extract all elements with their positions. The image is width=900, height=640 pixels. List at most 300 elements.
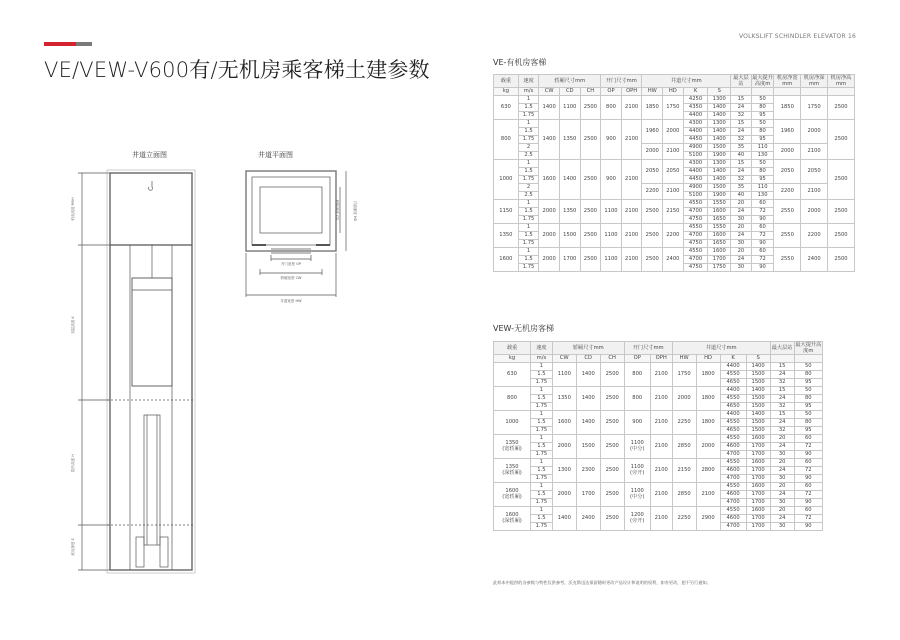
cell-load: 1600 (宽轿厢)	[494, 482, 531, 506]
cell-stops: 15	[770, 410, 794, 418]
cell-k: 4400	[683, 111, 708, 119]
unit-cell: m/s	[531, 355, 553, 362]
cell-stops: 15	[731, 119, 752, 127]
cell-stops: 35	[731, 183, 752, 191]
unit-cell: kg	[494, 355, 531, 362]
cell-cd: 2300	[576, 458, 600, 482]
unit-cell: HD	[696, 355, 720, 362]
table-row	[494, 223, 855, 231]
cell-rise: 95	[751, 135, 774, 143]
unit-cell: HW	[642, 88, 663, 95]
cell-mrh: 2500	[827, 119, 854, 159]
cell-rise: 80	[751, 103, 774, 111]
label-k: 顶层高度 K	[71, 316, 75, 334]
cell-stops: 24	[770, 442, 794, 450]
cell-mrw: 2550	[774, 223, 801, 247]
cell-stops: 32	[731, 111, 752, 119]
cell-cw: 1300	[552, 458, 576, 482]
cell-rise: 50	[794, 362, 822, 370]
label-hd: 井道深度 HD	[353, 200, 357, 222]
unit-blank	[801, 88, 828, 95]
cell-speed: 1.5	[518, 167, 539, 175]
vew-h-stops: 最大层站	[770, 342, 794, 355]
cell-rise: 80	[794, 394, 822, 402]
cell-mrh: 2500	[827, 199, 854, 223]
cell-mrw: 1850	[774, 95, 801, 119]
cell-s: 1600	[746, 482, 770, 490]
cell-ch: 2500	[600, 434, 624, 458]
cell-speed: 1.75	[518, 175, 539, 183]
cell-rise: 80	[751, 127, 774, 135]
cell-speed: 1.75	[531, 402, 553, 410]
cell-speed: 1.5	[531, 490, 553, 498]
cell-mrw: 2000	[774, 143, 801, 159]
cell-hd: 2400	[663, 247, 684, 271]
shaft-plan-drawing	[236, 165, 366, 315]
cell-rise: 90	[794, 498, 822, 506]
vew-table-title: VEW-无机房客梯	[493, 324, 554, 333]
cell-stops: 30	[770, 474, 794, 482]
cell-stops: 20	[770, 458, 794, 466]
ve-h-load: 载重	[494, 75, 519, 88]
cell-load: 800	[494, 119, 519, 159]
cell-speed: 2.5	[518, 191, 539, 199]
cell-s: 1400	[708, 127, 731, 135]
cell-speed: 1	[531, 506, 553, 514]
unit-cell: CD	[576, 355, 600, 362]
vew-h-load: 载重	[494, 342, 531, 355]
cell-op: 1200 (旁开)	[624, 506, 650, 530]
unit-cell: K	[720, 355, 746, 362]
cell-rise: 60	[794, 434, 822, 442]
cell-ch: 2500	[580, 159, 601, 199]
cell-stops: 32	[731, 135, 752, 143]
ve-h-mrw: 机房净宽mm	[774, 75, 801, 88]
cell-s: 1700	[746, 514, 770, 522]
cell-op: 800	[601, 95, 622, 119]
cell-rise: 80	[794, 370, 822, 378]
cell-k: 4550	[720, 394, 746, 402]
cell-stops: 40	[731, 191, 752, 199]
cell-k: 4650	[720, 378, 746, 386]
ve-h-shaft: 井道尺寸mm	[642, 75, 731, 88]
cell-stops: 24	[770, 418, 794, 426]
cell-cw: 1600	[539, 159, 560, 199]
cell-speed: 1.75	[531, 450, 553, 458]
cell-op: 800	[624, 362, 650, 386]
cell-stops: 24	[770, 490, 794, 498]
cell-cd: 1400	[576, 386, 600, 410]
table-row	[494, 458, 823, 466]
cell-op: 1100 (旁开)	[624, 458, 650, 482]
cell-cd: 1350	[559, 199, 580, 223]
cell-cw: 1350	[552, 386, 576, 410]
cell-rise: 72	[794, 442, 822, 450]
cell-k: 5100	[683, 151, 708, 159]
cell-load: 1000	[494, 410, 531, 434]
table-row	[494, 247, 855, 255]
cell-mrw: 2200	[774, 183, 801, 199]
cell-stops: 20	[770, 434, 794, 442]
cell-k: 4700	[683, 255, 708, 263]
cell-hd: 2000	[696, 434, 720, 458]
cell-s: 1600	[708, 247, 731, 255]
cell-stops: 20	[731, 247, 752, 255]
cell-rise: 130	[751, 151, 774, 159]
cell-rise: 95	[794, 426, 822, 434]
cell-k: 4700	[720, 450, 746, 458]
unit-cell: OP	[601, 88, 622, 95]
cell-oph: 2100	[650, 482, 672, 506]
cell-rise: 60	[751, 199, 774, 207]
cell-s: 1600	[746, 458, 770, 466]
table-row	[494, 386, 823, 394]
label-cw: 轿厢宽度 CW	[280, 276, 302, 280]
table-row	[494, 119, 855, 127]
cell-stops: 24	[731, 255, 752, 263]
table-row	[494, 434, 823, 442]
cell-load: 1600 (深轿厢)	[494, 506, 531, 530]
cell-s: 1400	[708, 103, 731, 111]
cell-ch: 2500	[580, 119, 601, 159]
table-row	[494, 506, 823, 514]
cell-stops: 15	[770, 362, 794, 370]
cell-s: 1900	[708, 151, 731, 159]
ve-h-car: 轿厢尺寸mm	[539, 75, 601, 88]
cell-stops: 24	[770, 514, 794, 522]
cell-k: 4750	[683, 215, 708, 223]
cell-k: 4600	[720, 514, 746, 522]
cell-rise: 80	[794, 418, 822, 426]
cell-rise: 80	[751, 167, 774, 175]
vew-spec-table	[493, 341, 823, 531]
cell-hd: 2900	[696, 506, 720, 530]
cell-cd: 1500	[576, 434, 600, 458]
accent-bar-grey	[76, 42, 92, 46]
vew-h-shaft: 井道尺寸mm	[672, 342, 770, 355]
cell-speed: 1	[518, 159, 539, 167]
cell-s: 1300	[708, 159, 731, 167]
cell-rise: 50	[794, 386, 822, 394]
cell-load: 630	[494, 362, 531, 386]
cell-speed: 1.75	[518, 215, 539, 223]
cell-k: 4600	[720, 490, 746, 498]
footnote: 此样本中提供的各参数与特性仅供参考，沃克斯迅达保留随时更改产品设计和说明的权利，如有更改，恕不另行通知。	[493, 580, 711, 585]
cell-speed: 1.5	[531, 466, 553, 474]
cell-stops: 20	[731, 199, 752, 207]
cell-k: 4300	[683, 159, 708, 167]
cell-s: 1600	[708, 207, 731, 215]
cell-s: 1700	[746, 490, 770, 498]
cell-stops: 24	[731, 167, 752, 175]
cell-cw: 2000	[539, 247, 560, 271]
label-s: 底坑深度 S	[71, 538, 75, 556]
cell-stops: 15	[731, 95, 752, 103]
unit-cell: CH	[600, 355, 624, 362]
cell-cd: 1400	[576, 410, 600, 434]
cell-speed: 1.5	[518, 231, 539, 239]
cell-k: 4700	[683, 207, 708, 215]
cell-rise: 60	[751, 247, 774, 255]
cell-stops: 30	[731, 263, 752, 271]
cell-cd: 1400	[576, 362, 600, 386]
table-row	[494, 95, 855, 103]
cell-stops: 35	[731, 143, 752, 151]
cell-cw: 1400	[539, 95, 560, 119]
cell-load: 1600	[494, 247, 519, 271]
cell-cd: 1500	[559, 223, 580, 247]
cell-rise: 90	[751, 215, 774, 223]
cell-ch: 2500	[600, 386, 624, 410]
ve-h-speed: 速度	[518, 75, 539, 88]
table-row	[494, 159, 855, 167]
cell-cw: 2000	[539, 199, 560, 223]
cell-op: 800	[624, 386, 650, 410]
cell-hd: 1800	[696, 410, 720, 434]
cell-k: 4700	[720, 474, 746, 482]
cell-s: 1600	[746, 434, 770, 442]
cell-k: 5100	[683, 191, 708, 199]
cell-rise: 110	[751, 183, 774, 191]
cell-rise: 90	[751, 239, 774, 247]
cell-ch: 2500	[580, 95, 601, 119]
cell-k: 4550	[683, 247, 708, 255]
cell-mrd: 2100	[801, 143, 828, 159]
unit-cell: CH	[580, 88, 601, 95]
cell-k: 4900	[683, 143, 708, 151]
cell-k: 4300	[683, 119, 708, 127]
unit-cell: kg	[494, 88, 519, 95]
cell-op: 900	[601, 119, 622, 159]
cell-cd: 1700	[576, 482, 600, 506]
cell-k: 4700	[720, 498, 746, 506]
cell-ch: 2500	[600, 458, 624, 482]
unit-blank	[731, 88, 752, 95]
cell-s: 1500	[746, 418, 770, 426]
cell-s: 1750	[708, 263, 731, 271]
cell-stops: 30	[770, 522, 794, 530]
cell-speed: 1.5	[518, 103, 539, 111]
cell-hw: 2250	[672, 506, 696, 530]
unit-cell: OPH	[650, 355, 672, 362]
cell-op: 1100	[601, 247, 622, 271]
cell-speed: 1	[518, 95, 539, 103]
cell-k: 4600	[720, 466, 746, 474]
cell-speed: 1.75	[518, 111, 539, 119]
cell-stops: 30	[770, 450, 794, 458]
cell-k: 4550	[683, 199, 708, 207]
cell-cw: 1600	[552, 410, 576, 434]
cell-hd: 2800	[696, 458, 720, 482]
cell-stops: 24	[731, 231, 752, 239]
cell-speed: 1	[531, 482, 553, 490]
ve-h-mrh: 机房净高mm	[827, 75, 854, 88]
cell-cw: 1400	[539, 119, 560, 159]
cell-rise: 60	[751, 223, 774, 231]
cell-k: 4550	[683, 223, 708, 231]
cell-speed: 1	[531, 458, 553, 466]
unit-cell: S	[746, 355, 770, 362]
cell-oph: 2100	[650, 458, 672, 482]
cell-rise: 95	[794, 378, 822, 386]
cell-s: 1700	[746, 474, 770, 482]
unit-cell: m/s	[518, 88, 539, 95]
cell-cw: 1400	[552, 506, 576, 530]
cell-load: 1350 (宽轿厢)	[494, 434, 531, 458]
cell-k: 4550	[720, 458, 746, 466]
cell-rise: 90	[794, 474, 822, 482]
cell-stops: 32	[770, 402, 794, 410]
cell-stops: 40	[731, 151, 752, 159]
cell-hw: 1750	[672, 362, 696, 386]
cell-k: 4450	[683, 175, 708, 183]
cell-s: 1700	[746, 466, 770, 474]
cell-load: 630	[494, 95, 519, 119]
cell-rise: 60	[794, 482, 822, 490]
cell-speed: 1.75	[518, 263, 539, 271]
cell-k: 4550	[720, 418, 746, 426]
cell-hd: 2100	[663, 143, 684, 159]
cell-oph: 2100	[621, 95, 642, 119]
cell-rise: 72	[751, 255, 774, 263]
cell-oph: 2100	[650, 434, 672, 458]
cell-stops: 24	[731, 127, 752, 135]
cell-stops: 24	[770, 466, 794, 474]
cell-mrw: 2050	[774, 159, 801, 183]
cell-rise: 95	[751, 111, 774, 119]
cell-speed: 1.5	[518, 127, 539, 135]
cell-load: 800	[494, 386, 531, 410]
cell-speed: 1	[518, 247, 539, 255]
cell-speed: 1.75	[531, 522, 553, 530]
cell-rise: 130	[751, 191, 774, 199]
cell-rise: 50	[751, 95, 774, 103]
table-row	[494, 482, 823, 490]
cell-speed: 1.5	[518, 255, 539, 263]
cell-speed: 2	[518, 143, 539, 151]
cell-rise: 50	[794, 410, 822, 418]
cell-load: 1350	[494, 223, 519, 247]
elevation-title: 井道立面图	[132, 151, 167, 159]
cell-hw: 2000	[672, 386, 696, 410]
cell-speed: 1	[518, 223, 539, 231]
cell-mrd: 2100	[801, 183, 828, 199]
cell-hw: 1850	[642, 95, 663, 119]
cell-rise: 60	[794, 506, 822, 514]
cell-s: 1550	[708, 223, 731, 231]
cell-k: 4400	[720, 386, 746, 394]
cell-speed: 1.75	[518, 135, 539, 143]
cell-mrd: 2000	[801, 119, 828, 143]
label-h: 提升高度 H	[71, 454, 75, 472]
unit-cell: CW	[539, 88, 560, 95]
cell-hw: 2500	[642, 199, 663, 223]
cell-s: 1500	[746, 370, 770, 378]
cell-stops: 32	[731, 175, 752, 183]
cell-stops: 15	[770, 386, 794, 394]
unit-blank	[794, 355, 822, 362]
cell-mrh: 2500	[827, 223, 854, 247]
cell-speed: 1.75	[531, 378, 553, 386]
cell-ch: 2500	[600, 506, 624, 530]
cell-stops: 24	[731, 207, 752, 215]
cell-stops: 30	[731, 215, 752, 223]
cell-rise: 72	[751, 207, 774, 215]
cell-cd: 2400	[576, 506, 600, 530]
cell-oph: 2100	[650, 410, 672, 434]
cell-cd: 1350	[559, 119, 580, 159]
cell-k: 4400	[720, 362, 746, 370]
cell-k: 4700	[683, 231, 708, 239]
cell-hw: 2000	[642, 143, 663, 159]
cell-s: 1900	[708, 191, 731, 199]
cell-speed: 1	[531, 410, 553, 418]
cell-rise: 110	[751, 143, 774, 151]
cell-cd: 1100	[559, 95, 580, 119]
cell-speed: 1.5	[531, 418, 553, 426]
cell-s: 1500	[746, 378, 770, 386]
ve-table-title: VE-有机房客梯	[493, 58, 547, 67]
cell-rise: 90	[751, 263, 774, 271]
cell-k: 4400	[720, 410, 746, 418]
cell-stops: 32	[770, 378, 794, 386]
cell-s: 1400	[708, 135, 731, 143]
cell-ch: 2500	[600, 482, 624, 506]
cell-hd: 2200	[663, 223, 684, 247]
cell-hd: 2150	[663, 199, 684, 223]
cell-s: 1700	[746, 522, 770, 530]
ve-spec-table	[493, 74, 855, 272]
cell-hw: 2500	[642, 223, 663, 247]
cell-s: 1500	[708, 183, 731, 191]
cell-mrd: 2200	[801, 223, 828, 247]
cell-rise: 50	[751, 159, 774, 167]
cell-mrw: 1960	[774, 119, 801, 143]
cell-hw: 2150	[672, 458, 696, 482]
cell-speed: 1.5	[531, 370, 553, 378]
cell-s: 1500	[746, 394, 770, 402]
cell-s: 1400	[746, 410, 770, 418]
cell-k: 4600	[720, 442, 746, 450]
unit-cell: CD	[559, 88, 580, 95]
cell-rise: 95	[794, 402, 822, 410]
cell-mrh: 2500	[827, 247, 854, 271]
cell-speed: 1	[531, 434, 553, 442]
cell-rise: 72	[751, 231, 774, 239]
vew-h-door: 开门尺寸mm	[624, 342, 672, 355]
cell-hd: 2100	[696, 482, 720, 506]
cell-stops: 30	[731, 239, 752, 247]
unit-cell: OP	[624, 355, 650, 362]
cell-stops: 20	[731, 223, 752, 231]
cell-k: 4550	[720, 506, 746, 514]
cell-k: 4900	[683, 183, 708, 191]
cell-hw: 2200	[642, 183, 663, 199]
cell-load: 1000	[494, 159, 519, 199]
cell-rise: 95	[751, 175, 774, 183]
cell-k: 4550	[720, 370, 746, 378]
cell-cw: 2000	[552, 434, 576, 458]
cell-load: 1150	[494, 199, 519, 223]
cell-speed: 1.75	[518, 239, 539, 247]
unit-cell: OPH	[621, 88, 642, 95]
cell-hd: 2100	[663, 183, 684, 199]
cell-speed: 1.5	[531, 514, 553, 522]
cell-oph: 2100	[621, 199, 642, 223]
cell-mrd: 2050	[801, 159, 828, 183]
table-row	[494, 362, 823, 370]
cell-k: 4650	[720, 426, 746, 434]
